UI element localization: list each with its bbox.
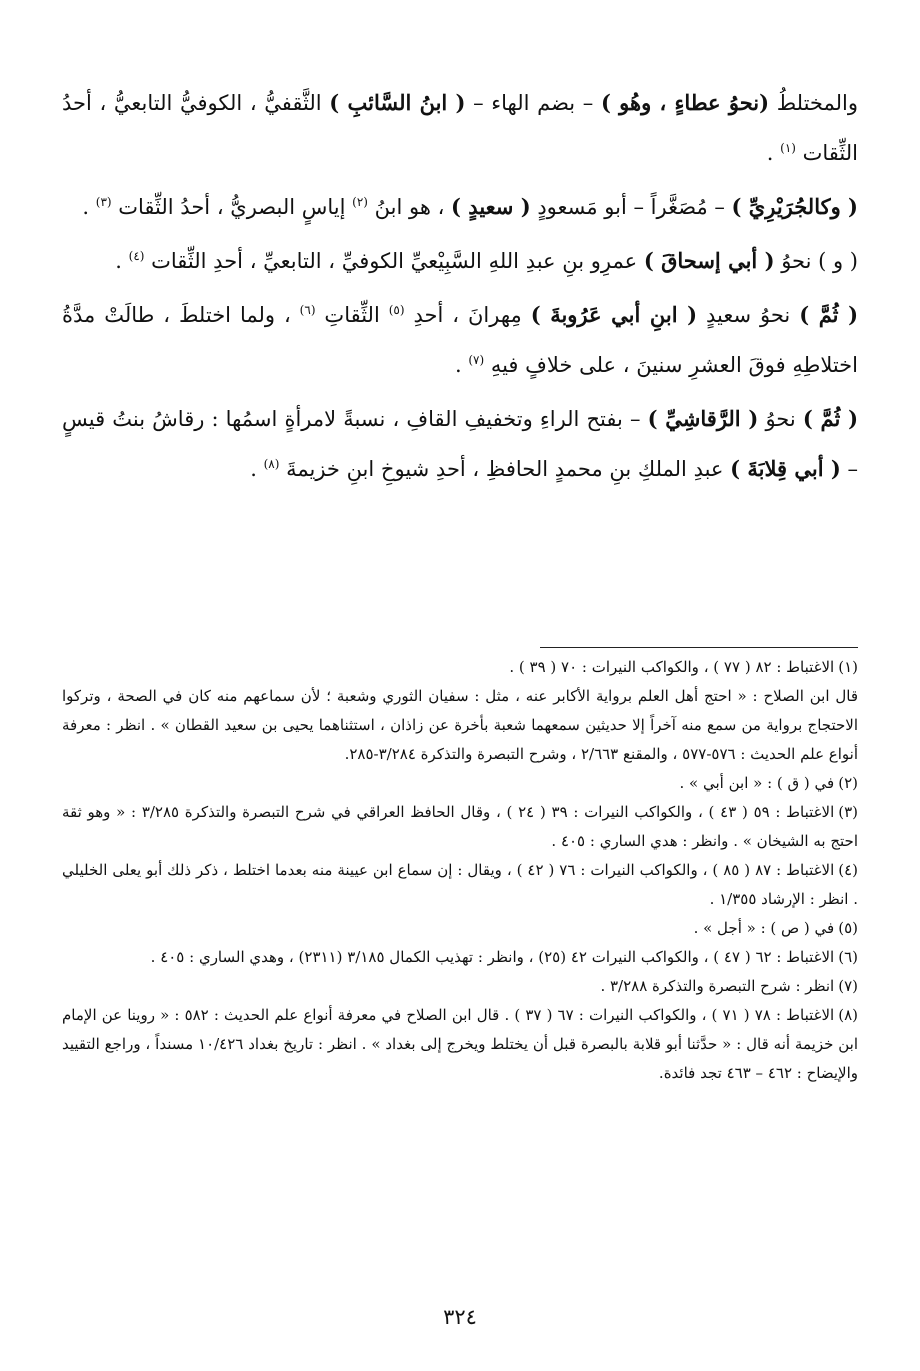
footnote-number: (٨): [838, 1006, 859, 1024]
commentary-text: إياسٍ البصريُّ ، أحدُ الثِّقات: [111, 195, 353, 219]
footnote: [62, 653, 858, 682]
commentary-text: الثِّقاتِ: [315, 303, 389, 327]
matn-text: ( أبي قِلابَةَ ): [730, 456, 841, 481]
footnote-ref: (٣): [95, 195, 112, 209]
matn-text: ( ابنُ السَّائبِ ): [329, 90, 466, 115]
footnote-text: الاغتباط : ٨٧ ( ٨٥ ) ، والكواكب النيرات : ٧٦ ( ٤٢ ) ، ويقال : إن سماع ابن عيينة منه بعدما اختلط ، ذكر ذلك أبو يعلى الخليلي . انظر : الإرشاد ١/٣٥٥ .: [62, 861, 858, 908]
footnote-number: (٥): [838, 919, 858, 937]
paragraph: [62, 236, 858, 286]
footnote-number: (٣): [838, 803, 859, 821]
footnote: [62, 972, 858, 1001]
footnote: [62, 682, 858, 769]
footnote-text: انظر : شرح التبصرة والتذكرة ٣/٢٨٨ .: [600, 977, 835, 995]
footnote: [62, 943, 858, 972]
commentary-text: نحوُ: [758, 407, 803, 431]
commentary-text: عمرِو بنِ عبدِ اللهِ السَّبِيْعيِّ الكوفيِّ ، التابعيِّ ، أحدِ الثِّقات: [144, 249, 644, 273]
matn-text: (نحوُ عطاءٍ ، وهُو ): [600, 90, 770, 115]
footnote-text: في ( ص ) : « أجل » .: [693, 919, 835, 937]
footnote-text: في ( ق ) : « ابن أبي » .: [679, 774, 835, 792]
paragraph: [62, 290, 858, 390]
footnote-text: الاغتباط : ٧٨ ( ٧١ ) ، والكواكب النيرات : ٦٧ ( ٣٧ ) . قال ابن الصلاح في معرفة أنواع علم الحديث : ٥٨٢ : « روينا عن الإمام ابن خزيمة أنه قال : « حدَّثنا أبو قلابة بالبصرة قبل أن يختلط ويخرج إلى بغداد » . انظر : تاريخ بغداد ١٠/٤٢٦ مسنداً ، وراجع التقييد والإيضاح : ٤٦٢ – ٤٦٣ تجد فائدة.: [62, 1006, 859, 1082]
page-number: ٣٢٤: [443, 1305, 477, 1329]
commentary-text: .: [82, 195, 96, 219]
commentary-text: ، ولما اختلطَ ، طالَتْ مدَّةُ اختلاطِهِ فوقَ العشرِ سنينَ ، على خلافٍ فيهِ: [62, 303, 858, 377]
footnote-text: الاغتباط : ٦٢ ( ٤٧ ) ، والكواكب النيرات ٤٢ (٢٥) ، وانظر : تهذيب الكمال ٣/١٨٥ (٢٣١١) ، وهدي الساري : ٤٠٥ .: [150, 948, 835, 966]
commentary-text: نحوُ سعيدٍ: [697, 303, 800, 327]
commentary-text: .: [115, 249, 129, 273]
main-text: [62, 78, 858, 494]
footnote-ref: (١): [780, 141, 796, 155]
footnote-ref: (٤): [128, 249, 145, 263]
footnote-ref: (٧): [468, 353, 485, 367]
footnote-ref: (٦): [299, 303, 316, 317]
matn-text: ( سعيدٍ ): [451, 194, 531, 219]
matn-text: ( ثُمَّ ): [802, 406, 858, 431]
footnote: [62, 1001, 858, 1088]
footnote-ref: (٢): [352, 195, 368, 209]
paragraph: [62, 394, 858, 494]
commentary-text: عبدِ الملكِ بنِ محمدٍ الحافظِ ، أحدِ شيوخِ ابنِ خزيمةَ: [279, 457, 731, 481]
matn-text: ( ابنِ أبي عَرُوبةَ ): [530, 302, 698, 327]
matn-text: ( الرَّقاشِيِّ ): [647, 406, 759, 431]
footnote-number: (٧): [838, 977, 858, 995]
footnote: [62, 914, 858, 943]
commentary-text: مِهرانَ ، أحدِ: [404, 303, 531, 327]
footnote-number: (٢): [838, 774, 858, 792]
footnote-ref: (٥): [388, 303, 405, 317]
matn-text: ( أبي إسحاقَ ): [643, 248, 775, 273]
footnote-number: (٤): [838, 861, 859, 879]
commentary-text: ( و ) نحوُ: [774, 249, 858, 273]
commentary-text: – بفتح الراءِ وتخفيفِ القافِ ، نسبةً لامرأةٍ اسمُها : رقاشُ بنتُ قيسٍ –: [62, 407, 858, 481]
footnote-separator: [540, 647, 858, 648]
footnote: [62, 856, 858, 914]
paragraph: [62, 182, 858, 232]
commentary-text: – بضم الهاء –: [465, 91, 601, 115]
footnote-ref: (٨): [263, 457, 280, 471]
footnote: [62, 798, 858, 856]
commentary-text: والمختلطُ: [769, 91, 859, 115]
footnote-number: (١): [838, 658, 858, 676]
commentary-text: .: [250, 457, 264, 481]
footnote: [62, 769, 858, 798]
matn-text: ( ثُمَّ ): [799, 302, 859, 327]
commentary-text: الثَّقفيُّ ، الكوفيُّ التابعيُّ ، أحدُ الثِّقات: [62, 91, 858, 165]
footnote-text: الاغتباط : ٥٩ ( ٤٣ ) ، والكواكب النيرات : ٣٩ ( ٢٤ ) ، وقال الحافظ العراقي في شرح التبصرة والتذكرة ٣/٢٨٥ : « وهو ثقة احتج به الشيخان » . وانظر : هدي الساري : ٤٠٥ .: [62, 803, 858, 850]
footnote-text: الاغتباط : ٨٢ ( ٧٧ ) ، والكواكب النيرات : ٧٠ ( ٣٩ ) .: [509, 658, 835, 676]
footnote-text: قال ابن الصلاح : « احتج أهل العلم برواية الأكابر عنه ، مثل : سفيان الثوري وشعبة ؛ لأن سماعهم منه كان في الصحة ، وتركوا الاحتجاج برواية من سمع منه آخراً إلا حديثين سمعهما شعبة بأخرة عن زاذان ، استثناهما يحيى بن سعيد القطان » . انظر : معرفة أنواع علم الحديث : ٥٧٦-٥٧٧ ، والمقنع ٢/٦٦٣ ، وشرح التبصرة والتذكرة ٣/٢٨٤-٢٨٥.: [62, 687, 858, 763]
footnotes: [62, 653, 858, 1088]
commentary-text: .: [454, 353, 469, 377]
commentary-text: ، هو ابنُ: [367, 195, 452, 219]
commentary-text: .: [766, 141, 781, 165]
paragraph: [62, 78, 858, 178]
footnote-number: (٦): [838, 948, 858, 966]
commentary-text: – مُصَغَّراً – أبو مَسعودٍ: [530, 195, 732, 219]
matn-text: ( وكالجُرَيْرِيِّ ): [731, 194, 858, 219]
